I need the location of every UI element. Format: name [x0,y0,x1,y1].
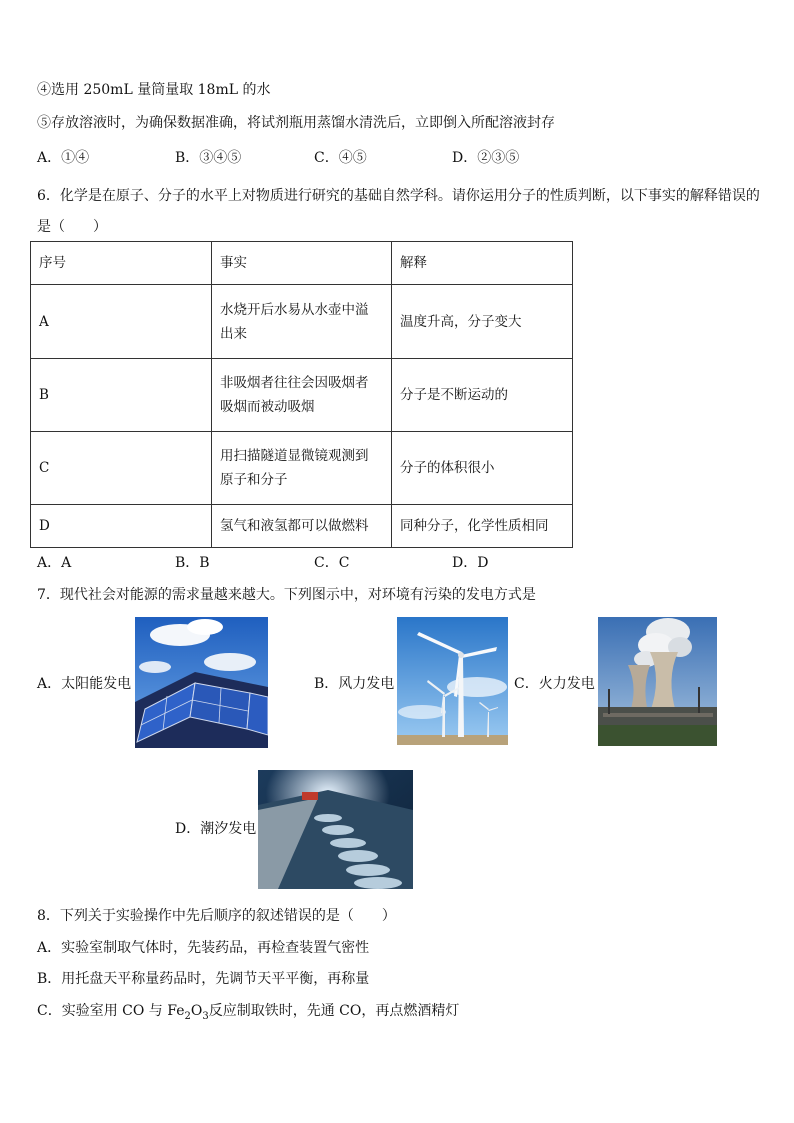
subscript-2: 2 [184,1010,191,1022]
q6-stem-line1: 6．化学是在原子、分子的水平上对物质进行研究的基础自然学科。请你运用分子的性质判断，以下事实的解释错误的 [37,188,760,204]
q5-item-5: ⑤存放溶液时，为确保数据准确，将试剂瓶用蒸馏水清洗后，立即倒入所配溶液封存 [37,115,555,131]
row-fact [212,432,392,505]
table-row [31,432,573,505]
subscript-3: 3 [202,1010,209,1022]
header-explain: 解释 [392,242,573,285]
header-id: 序号 [31,242,212,285]
q8-option-c-o: O [190,1003,203,1019]
q5-option-d: D．②③⑤ [452,150,520,166]
q5-option-a: A．①④ [37,150,90,166]
row-fact [212,285,392,359]
table-row [31,359,573,432]
q7-option-a-label: A．太阳能发电 [37,676,132,692]
fact-line: 用扫描隧道显微镜观测到 [220,448,369,464]
header-fact: 事实 [212,242,392,285]
solar-panel-photo [135,617,268,748]
q8-option-c-post: 反应制取铁时，先通 CO，再点燃酒精灯 [208,1003,460,1019]
q7-option-d-label: D．潮汐发电 [175,821,257,837]
fact-line: 吸烟而被动吸烟 [220,399,315,415]
row-explain: 分子是不断运动的 [392,359,573,432]
q5-item-4: ④选用 250mL 量筒量取 18mL 的水 [37,82,271,98]
fact-line: 出来 [220,325,247,342]
q7-stem: 7．现代社会对能源的需求量越来越大。下列图示中，对环境有污染的发电方式是 [37,587,536,603]
fact-line: 原子和分子 [220,472,288,488]
q8-stem: 8．下列关于实验操作中先后顺序的叙述错误的是（ ） [37,908,396,924]
row-fact [212,505,392,548]
q8-option-b: B．用托盘天平称量药品时，先调节天平平衡，再称量 [37,971,370,987]
q6-option-b: B．B [175,555,210,571]
q5-option-b: B．③④⑤ [175,150,242,166]
fact-line: 水烧开后水易从水壶中溢 [220,301,369,318]
dam-spillway-photo [258,770,413,889]
row-explain: 温度升高，分子变大 [392,285,573,359]
q6-option-c: C．C [314,555,350,571]
q8-option-c-pre: C．实验室用 CO 与 Fe [37,1003,185,1019]
row-explain: 同种分子，化学性质相同 [392,505,573,548]
table-row [31,505,573,548]
facts-table [30,241,573,548]
row-fact [212,359,392,432]
q6-stem-line2: 是（ ） [37,219,107,235]
cooling-tower-photo [598,617,717,746]
table-row [31,285,573,359]
row-id: D [31,505,212,548]
q6-option-a: A．A [37,555,72,571]
row-id: C [31,432,212,505]
row-id: B [31,359,212,432]
table-header-row [31,242,573,285]
q7-option-c-label: C．火力发电 [514,676,595,692]
row-explain: 分子的体积很小 [392,432,573,505]
wind-turbine-photo [397,617,508,745]
fact-line: 非吸烟者往往会因吸烟者 [220,375,369,391]
q8-option-c [37,1001,459,1027]
q8-option-a: A．实验室制取气体时，先装药品，再检查装置气密性 [37,940,370,956]
q6-option-d: D．D [452,555,489,571]
fact-line: 氢气和液氢都可以做燃料 [220,518,369,534]
row-id: A [31,285,212,359]
q7-option-b-label: B．风力发电 [314,676,395,692]
q5-option-c: C．④⑤ [314,150,367,166]
